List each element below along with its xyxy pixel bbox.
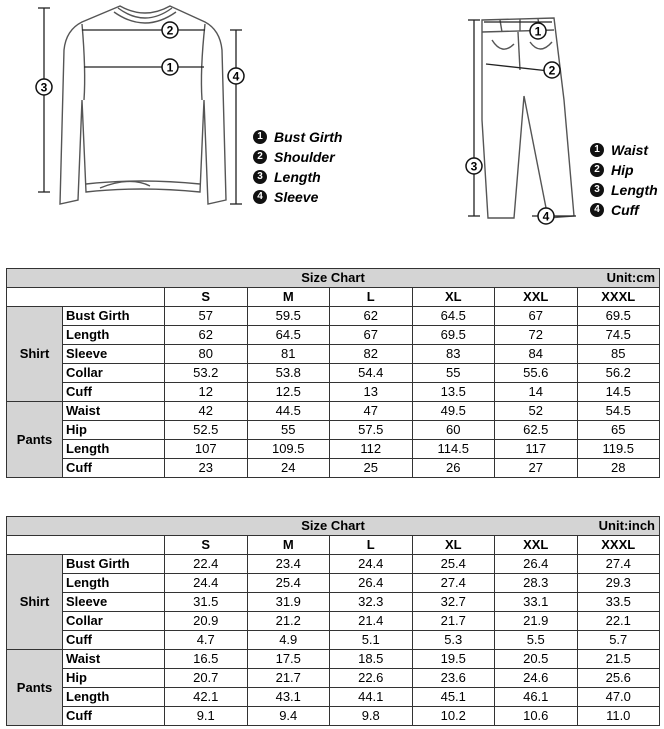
- table-row: [7, 383, 660, 402]
- value-cell: 14.5: [577, 383, 660, 402]
- value-cell: 11.0: [577, 707, 660, 726]
- value-cell: 25.6: [577, 669, 660, 688]
- value-cell: 9.8: [330, 707, 413, 726]
- table-row: [7, 440, 660, 459]
- measurement-label-cell: Hip: [63, 669, 165, 688]
- value-cell: 4.9: [247, 631, 330, 650]
- measurement-label-cell: Cuff: [63, 707, 165, 726]
- value-cell: 16.5: [165, 650, 248, 669]
- value-cell: 32.3: [330, 593, 413, 612]
- value-cell: 109.5: [247, 440, 330, 459]
- unit-label: Unit:inch: [598, 518, 655, 533]
- value-cell: 5.1: [330, 631, 413, 650]
- measurement-label-cell: Waist: [63, 650, 165, 669]
- value-cell: 21.7: [247, 669, 330, 688]
- header-blank-cell: [7, 288, 165, 307]
- value-cell: 25.4: [247, 574, 330, 593]
- value-cell: 9.1: [165, 707, 248, 726]
- measurement-label-cell: Cuff: [63, 383, 165, 402]
- size-header-cell: XXXL: [577, 536, 660, 555]
- svg-text:1: 1: [166, 60, 174, 75]
- value-cell: 55.6: [495, 364, 578, 383]
- pants-marker-3: [466, 158, 482, 174]
- number-badge-icon: 3: [590, 183, 604, 197]
- size-chart-inch: [6, 516, 660, 726]
- value-cell: 31.5: [165, 593, 248, 612]
- table-row: [7, 669, 660, 688]
- value-cell: 27.4: [577, 555, 660, 574]
- value-cell: 9.4: [247, 707, 330, 726]
- pants-legend-item: [590, 160, 658, 180]
- table-title: Size Chart: [301, 518, 365, 533]
- value-cell: 24.6: [495, 669, 578, 688]
- legend-label: Shoulder: [274, 149, 335, 165]
- value-cell: 67: [330, 326, 413, 345]
- value-cell: 55: [247, 421, 330, 440]
- value-cell: 29.3: [577, 574, 660, 593]
- measurement-label-cell: Bust Girth: [63, 307, 165, 326]
- size-chart-cm: [6, 268, 660, 478]
- measurement-label-cell: Length: [63, 326, 165, 345]
- shirt-legend-item: [253, 127, 342, 147]
- legend-label: Cuff: [611, 202, 639, 218]
- value-cell: 52.5: [165, 421, 248, 440]
- value-cell: 53.2: [165, 364, 248, 383]
- value-cell: 47.0: [577, 688, 660, 707]
- value-cell: 54.5: [577, 402, 660, 421]
- number-badge-icon: 1: [253, 130, 267, 144]
- value-cell: 22.4: [165, 555, 248, 574]
- value-cell: 47: [330, 402, 413, 421]
- value-cell: 69.5: [412, 326, 495, 345]
- value-cell: 26.4: [495, 555, 578, 574]
- svg-text:2: 2: [548, 63, 556, 78]
- shirt-legend-item: [253, 147, 342, 167]
- table-row: [7, 631, 660, 650]
- value-cell: 33.1: [495, 593, 578, 612]
- size-header-cell: L: [330, 536, 413, 555]
- value-cell: 56.2: [577, 364, 660, 383]
- table-row: [7, 402, 660, 421]
- value-cell: 31.9: [247, 593, 330, 612]
- value-cell: 54.4: [330, 364, 413, 383]
- measurement-label-cell: Length: [63, 440, 165, 459]
- value-cell: 62: [330, 307, 413, 326]
- shirt-legend: [253, 127, 342, 207]
- title-row: [7, 517, 660, 536]
- value-cell: 17.5: [247, 650, 330, 669]
- shirt-legend-item: [253, 167, 342, 187]
- value-cell: 5.3: [412, 631, 495, 650]
- group-label-cell: Pants: [7, 650, 63, 726]
- value-cell: 64.5: [412, 307, 495, 326]
- legend-label: Sleeve: [274, 189, 319, 205]
- size-header-row: [7, 288, 660, 307]
- number-badge-icon: 2: [253, 150, 267, 164]
- pants-marker-4: [538, 208, 554, 224]
- table-title-cell: [7, 269, 660, 288]
- value-cell: 55: [412, 364, 495, 383]
- value-cell: 13: [330, 383, 413, 402]
- value-cell: 23: [165, 459, 248, 478]
- measurement-label-cell: Sleeve: [63, 593, 165, 612]
- value-cell: 10.6: [495, 707, 578, 726]
- value-cell: 67: [495, 307, 578, 326]
- value-cell: 62: [165, 326, 248, 345]
- value-cell: 72: [495, 326, 578, 345]
- measurement-label-cell: Sleeve: [63, 345, 165, 364]
- value-cell: 84: [495, 345, 578, 364]
- value-cell: 27.4: [412, 574, 495, 593]
- value-cell: 28: [577, 459, 660, 478]
- value-cell: 57: [165, 307, 248, 326]
- size-header-cell: S: [165, 288, 248, 307]
- pants-marker-2: [544, 62, 560, 78]
- value-cell: 119.5: [577, 440, 660, 459]
- value-cell: 52: [495, 402, 578, 421]
- value-cell: 117: [495, 440, 578, 459]
- value-cell: 107: [165, 440, 248, 459]
- value-cell: 20.5: [495, 650, 578, 669]
- value-cell: 44.5: [247, 402, 330, 421]
- value-cell: 59.5: [247, 307, 330, 326]
- value-cell: 23.6: [412, 669, 495, 688]
- shirt-legend-item: [253, 187, 342, 207]
- value-cell: 21.9: [495, 612, 578, 631]
- value-cell: 20.9: [165, 612, 248, 631]
- number-badge-icon: 2: [590, 163, 604, 177]
- value-cell: 4.7: [165, 631, 248, 650]
- size-header-cell: M: [247, 536, 330, 555]
- value-cell: 12: [165, 383, 248, 402]
- table-row: [7, 421, 660, 440]
- measurement-label-cell: Cuff: [63, 631, 165, 650]
- value-cell: 13.5: [412, 383, 495, 402]
- size-header-cell: L: [330, 288, 413, 307]
- legend-label: Bust Girth: [274, 129, 343, 145]
- measurement-label-cell: Collar: [63, 612, 165, 631]
- svg-text:3: 3: [40, 80, 48, 95]
- value-cell: 42.1: [165, 688, 248, 707]
- value-cell: 21.5: [577, 650, 660, 669]
- shirt-marker-4: [228, 68, 244, 84]
- value-cell: 24: [247, 459, 330, 478]
- size-header-cell: S: [165, 536, 248, 555]
- legend-label: Waist: [611, 142, 649, 158]
- pants-legend-item: [590, 140, 658, 160]
- value-cell: 5.5: [495, 631, 578, 650]
- value-cell: 5.7: [577, 631, 660, 650]
- shirt-marker-1: [162, 59, 178, 75]
- value-cell: 32.7: [412, 593, 495, 612]
- value-cell: 33.5: [577, 593, 660, 612]
- group-label-cell: Shirt: [7, 555, 63, 650]
- header-blank-cell: [7, 536, 165, 555]
- value-cell: 27: [495, 459, 578, 478]
- number-badge-icon: 3: [253, 170, 267, 184]
- value-cell: 21.4: [330, 612, 413, 631]
- value-cell: 22.1: [577, 612, 660, 631]
- number-badge-icon: 1: [590, 143, 604, 157]
- measurement-label-cell: Hip: [63, 421, 165, 440]
- table-row: [7, 688, 660, 707]
- value-cell: 24.4: [165, 574, 248, 593]
- measurement-label-cell: Length: [63, 688, 165, 707]
- table-row: [7, 345, 660, 364]
- size-header-cell: XL: [412, 288, 495, 307]
- value-cell: 18.5: [330, 650, 413, 669]
- table-row: [7, 707, 660, 726]
- table-row: [7, 326, 660, 345]
- table-row: [7, 555, 660, 574]
- value-cell: 64.5: [247, 326, 330, 345]
- table-row: [7, 650, 660, 669]
- value-cell: 25.4: [412, 555, 495, 574]
- measurement-label-cell: Waist: [63, 402, 165, 421]
- unit-label: Unit:cm: [606, 270, 655, 285]
- svg-text:4: 4: [542, 209, 550, 224]
- table-row: [7, 364, 660, 383]
- value-cell: 42: [165, 402, 248, 421]
- value-cell: 14: [495, 383, 578, 402]
- value-cell: 65: [577, 421, 660, 440]
- measurement-label-cell: Collar: [63, 364, 165, 383]
- value-cell: 60: [412, 421, 495, 440]
- svg-text:2: 2: [166, 23, 174, 38]
- value-cell: 25: [330, 459, 413, 478]
- measurement-label-cell: Length: [63, 574, 165, 593]
- value-cell: 69.5: [577, 307, 660, 326]
- table-row: [7, 612, 660, 631]
- value-cell: 62.5: [495, 421, 578, 440]
- table-row: [7, 593, 660, 612]
- value-cell: 43.1: [247, 688, 330, 707]
- table-row: [7, 459, 660, 478]
- value-cell: 24.4: [330, 555, 413, 574]
- svg-text:1: 1: [534, 24, 542, 39]
- value-cell: 28.3: [495, 574, 578, 593]
- value-cell: 112: [330, 440, 413, 459]
- value-cell: 20.7: [165, 669, 248, 688]
- pants-legend-item: [590, 180, 658, 200]
- value-cell: 114.5: [412, 440, 495, 459]
- pants-marker-1: [530, 23, 546, 39]
- legend-label: Length: [611, 182, 658, 198]
- table-title: Size Chart: [301, 270, 365, 285]
- title-row: [7, 269, 660, 288]
- value-cell: 82: [330, 345, 413, 364]
- value-cell: 44.1: [330, 688, 413, 707]
- value-cell: 21.7: [412, 612, 495, 631]
- group-label-cell: Shirt: [7, 307, 63, 402]
- value-cell: 22.6: [330, 669, 413, 688]
- pants-legend-item: [590, 200, 658, 220]
- size-header-row: [7, 536, 660, 555]
- size-header-cell: XXL: [495, 536, 578, 555]
- value-cell: 57.5: [330, 421, 413, 440]
- value-cell: 21.2: [247, 612, 330, 631]
- pants-legend: [590, 140, 658, 220]
- value-cell: 12.5: [247, 383, 330, 402]
- value-cell: 45.1: [412, 688, 495, 707]
- size-header-cell: M: [247, 288, 330, 307]
- size-header-cell: XXXL: [577, 288, 660, 307]
- measurement-label-cell: Bust Girth: [63, 555, 165, 574]
- legend-label: Hip: [611, 162, 634, 178]
- value-cell: 46.1: [495, 688, 578, 707]
- shirt-marker-2: [162, 22, 178, 38]
- value-cell: 81: [247, 345, 330, 364]
- value-cell: 49.5: [412, 402, 495, 421]
- size-header-cell: XL: [412, 536, 495, 555]
- value-cell: 10.2: [412, 707, 495, 726]
- value-cell: 26.4: [330, 574, 413, 593]
- value-cell: 26: [412, 459, 495, 478]
- value-cell: 53.8: [247, 364, 330, 383]
- value-cell: 83: [412, 345, 495, 364]
- svg-text:3: 3: [470, 159, 478, 174]
- shirt-marker-3: [36, 79, 52, 95]
- value-cell: 85: [577, 345, 660, 364]
- table-row: [7, 307, 660, 326]
- group-label-cell: Pants: [7, 402, 63, 478]
- number-badge-icon: 4: [253, 190, 267, 204]
- measurement-label-cell: Cuff: [63, 459, 165, 478]
- value-cell: 80: [165, 345, 248, 364]
- size-header-cell: XXL: [495, 288, 578, 307]
- number-badge-icon: 4: [590, 203, 604, 217]
- table-row: [7, 574, 660, 593]
- value-cell: 74.5: [577, 326, 660, 345]
- svg-text:4: 4: [232, 69, 240, 84]
- value-cell: 23.4: [247, 555, 330, 574]
- table-title-cell: [7, 517, 660, 536]
- legend-label: Length: [274, 169, 321, 185]
- value-cell: 19.5: [412, 650, 495, 669]
